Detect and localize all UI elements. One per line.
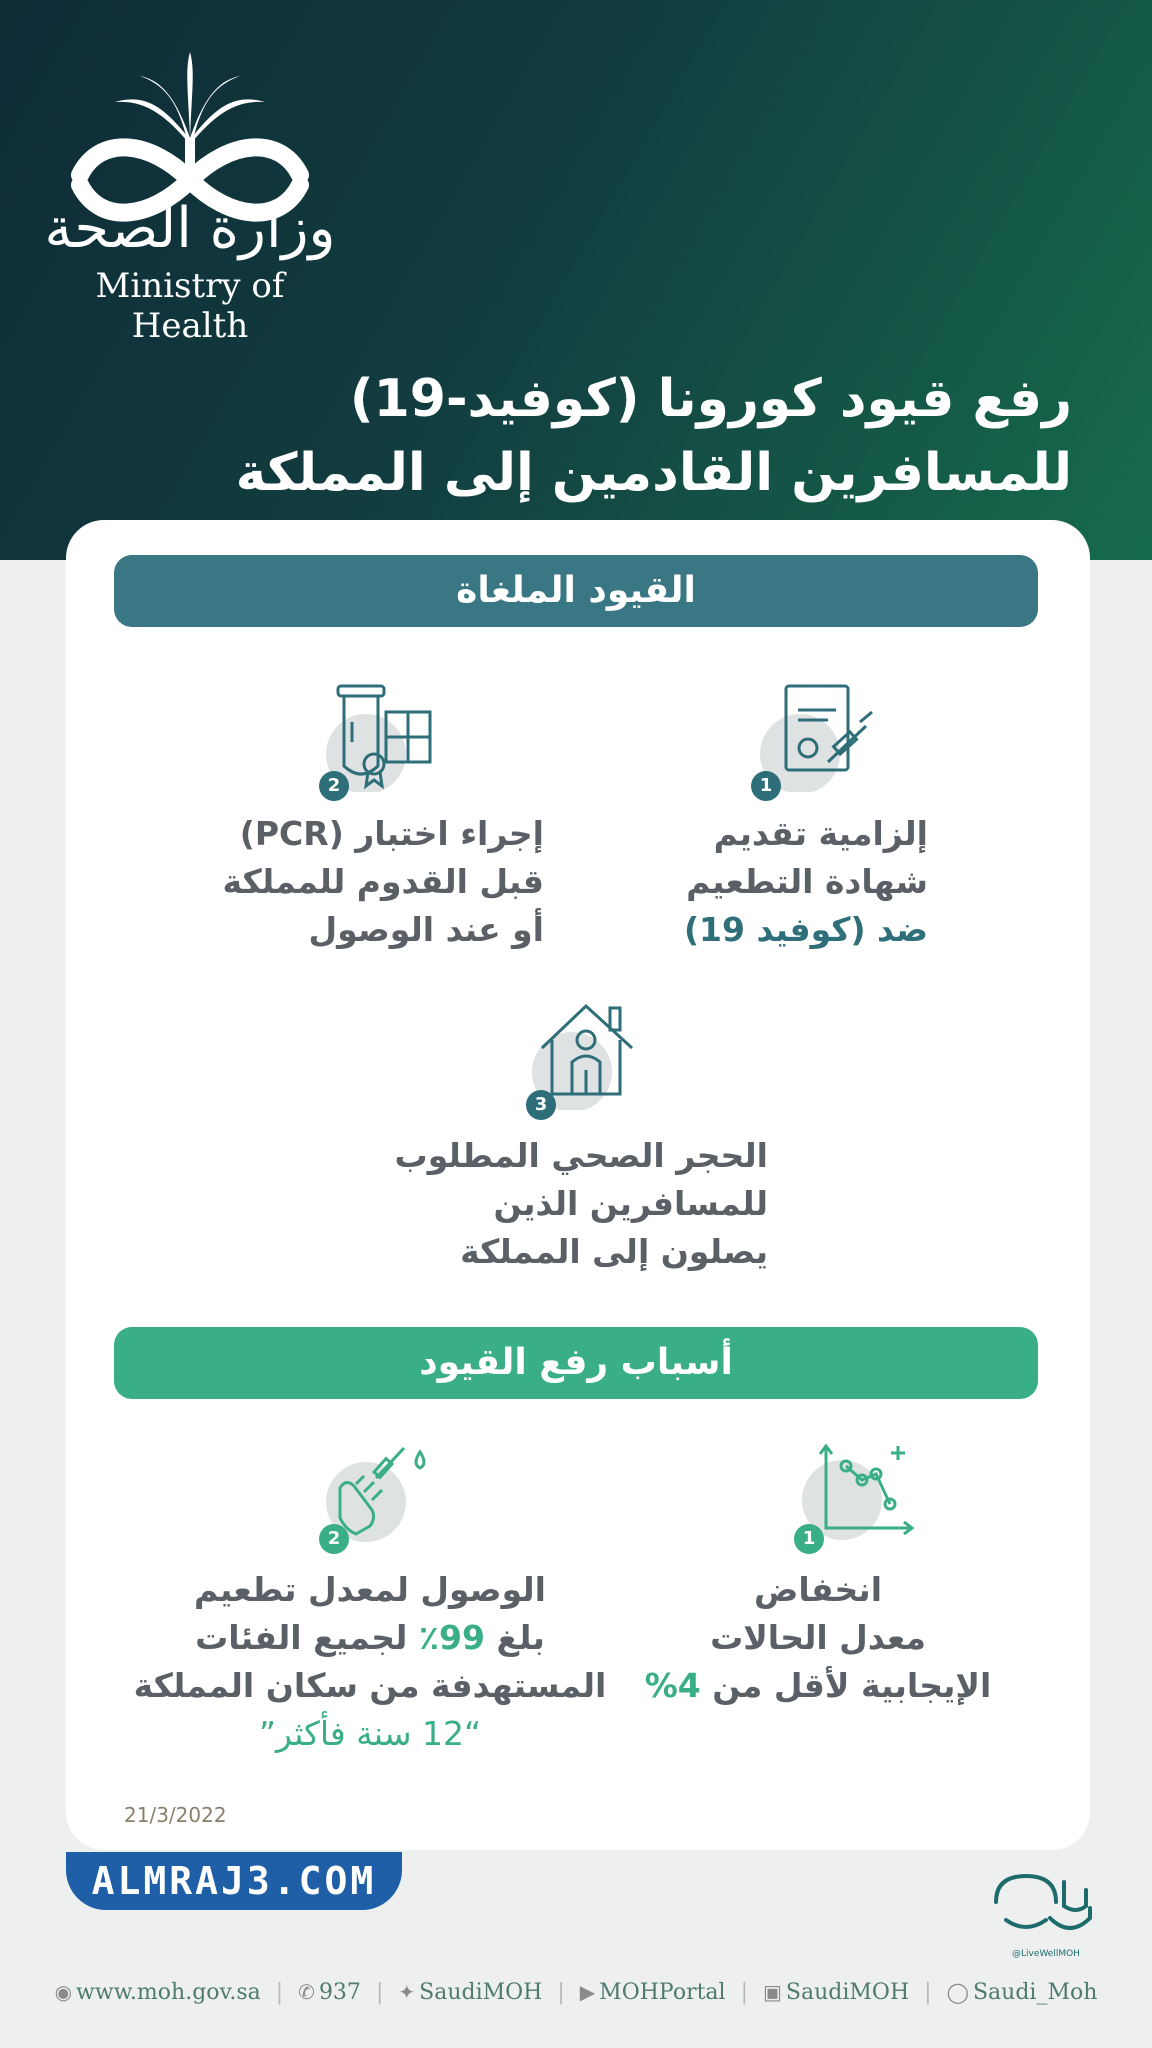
item-line: للمسافرين الذين — [493, 1184, 768, 1223]
item-number-badge: 3 — [526, 1090, 556, 1120]
logo-arabic-text: وزارة الصحة — [44, 196, 336, 261]
item-line: معدل الحالات — [710, 1618, 926, 1657]
item-line-text: بلغ — [496, 1618, 545, 1657]
facebook-icon: ▣ — [763, 1980, 782, 2004]
item-line: شهادة التطعيم — [686, 862, 928, 901]
item-line: يصلون إلى المملكة — [460, 1232, 768, 1271]
publish-date: 21/3/2022 — [124, 1803, 227, 1827]
cancelled-item-vaccine-certificate — [528, 810, 928, 954]
item-line-text: الإيجابية لأقل من — [712, 1666, 992, 1705]
twitter-icon: ✦ — [398, 1980, 416, 2004]
footer-separator: | — [375, 1980, 384, 2005]
item-line: الحجر الصحي المطلوب — [394, 1136, 768, 1175]
section-heading-reasons: أسباب رفع القيود — [114, 1327, 1038, 1399]
item-line-text: لجميع الفئات — [195, 1618, 408, 1657]
reason-item-positive-cases — [618, 1566, 1018, 1710]
watermark-badge: ALMRAJ3.COM — [66, 1852, 402, 1910]
item-line: الوصول لمعدل تطعيم — [194, 1570, 546, 1609]
item-line — [110, 1614, 630, 1662]
footer-phone-link[interactable]: 937 — [318, 1980, 361, 2005]
globe-icon: ◉ — [54, 1980, 73, 2004]
page-title — [72, 362, 1072, 510]
footer-separator: | — [924, 1980, 932, 2005]
live-well-logo-icon — [986, 1862, 1106, 1962]
footer-facebook-link[interactable]: SaudiMOH — [785, 1980, 910, 2005]
footer-website-link[interactable]: www.moh.gov.sa — [76, 1980, 261, 2005]
footer-contact-bar — [0, 1980, 1152, 2005]
item-line: أو عند الوصول — [308, 910, 544, 949]
item-line: قبل القدوم للمملكة — [222, 862, 544, 901]
item-number-badge: 1 — [794, 1524, 824, 1554]
footer-separator: | — [557, 1980, 565, 2005]
item-line-accent: 4% — [644, 1666, 701, 1705]
cancelled-item-quarantine — [368, 1132, 768, 1276]
snapchat-icon: ◯ — [946, 1980, 969, 2004]
title-line-2: للمسافرين القادمين إلى المملكة — [235, 443, 1072, 503]
youtube-icon: ▶ — [579, 1980, 596, 2004]
section-heading-cancelled-restrictions: القيود الملغاة — [114, 555, 1038, 627]
item-line: إجراء اختبار (PCR) — [239, 814, 544, 853]
header-banner — [0, 0, 1152, 560]
item-line — [618, 1662, 1018, 1710]
item-line: انخفاض — [753, 1570, 883, 1609]
campaign-handle: @LiveWellMOH — [1012, 1949, 1080, 1959]
footer-twitter-link[interactable]: SaudiMOH — [419, 1980, 543, 2005]
reason-item-vaccination-rate — [110, 1566, 630, 1758]
item-line: المستهدفة من سكان المملكة — [133, 1666, 607, 1705]
footer-youtube-link[interactable]: MOHPortal — [599, 1980, 726, 2005]
footer-separator: | — [740, 1980, 749, 2005]
item-line: “12 سنة فأكثر” — [258, 1714, 482, 1753]
title-line-1: رفع قيود كورونا (كوفيد-19) — [349, 369, 1072, 429]
item-line: ضد (كوفيد 19) — [683, 910, 928, 949]
item-number-badge: 2 — [319, 771, 349, 801]
item-number-badge: 2 — [319, 1524, 349, 1554]
item-number-badge: 1 — [751, 771, 781, 801]
item-line: إلزامية تقديم — [713, 814, 928, 853]
cancelled-item-pcr-test — [144, 810, 544, 954]
footer-separator: | — [275, 1980, 284, 2005]
logo-english-text: Ministry of Health — [95, 266, 285, 346]
footer-snapchat-link[interactable]: Saudi_Moh — [972, 1980, 1098, 2005]
item-line-accent: 99٪ — [418, 1618, 485, 1657]
phone-icon: ✆ — [298, 1980, 315, 2004]
